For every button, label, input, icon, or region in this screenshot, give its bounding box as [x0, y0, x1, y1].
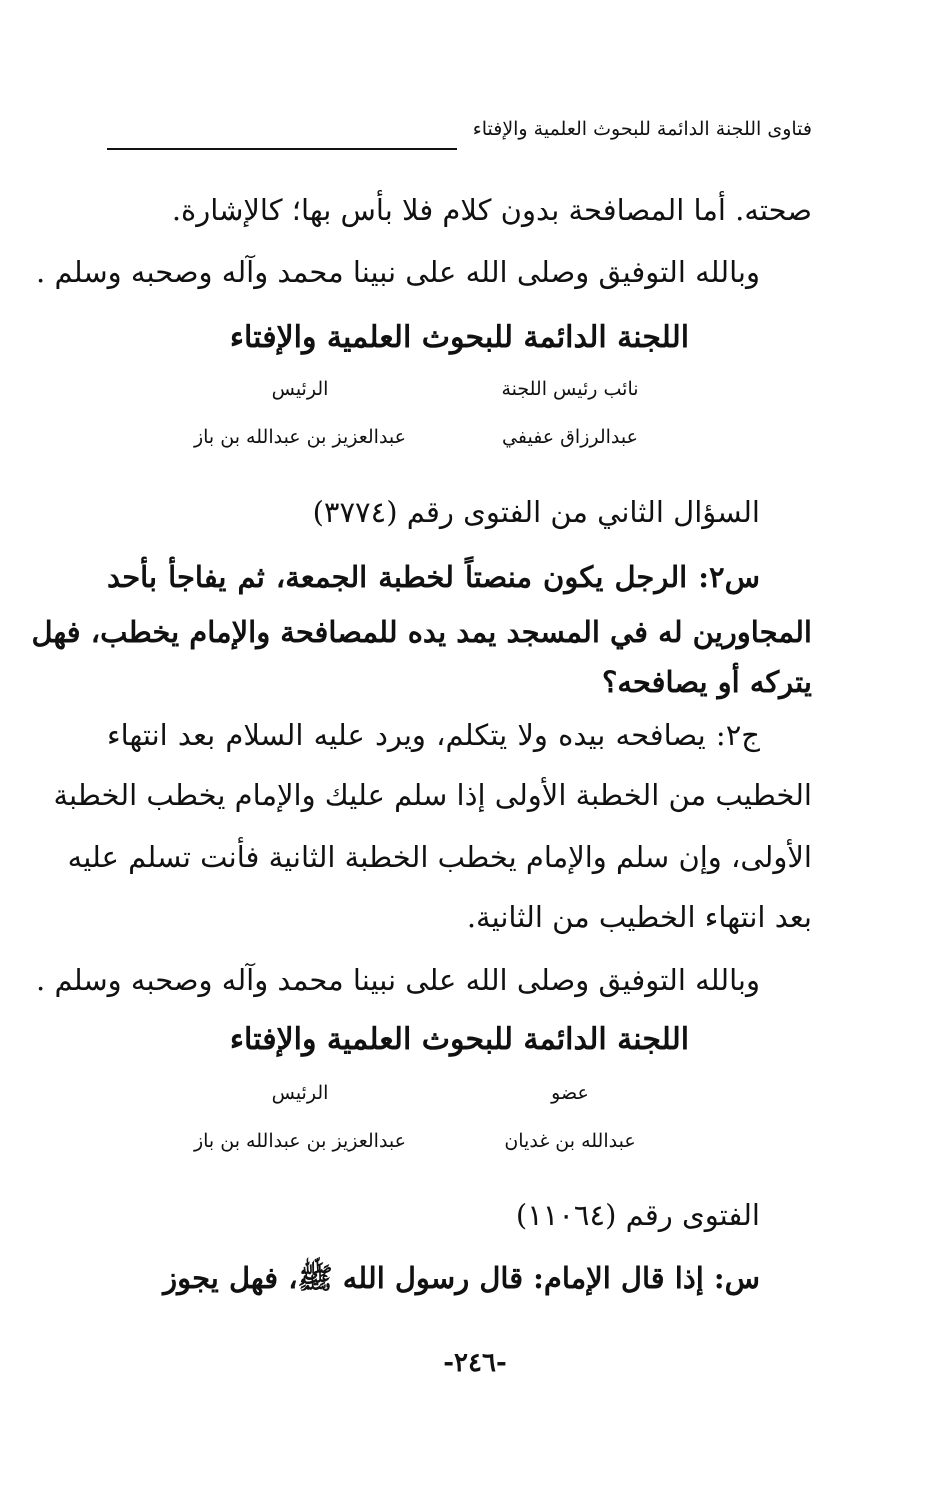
- fatwa-heading: السؤال الثاني من الفتوى رقم (٣٧٧٤): [312, 495, 760, 529]
- answer-line: الأولى، وإن سلم والإمام يخطب الخطبة الثانية فأنت تسلم عليه: [67, 840, 812, 874]
- running-header: [107, 118, 812, 152]
- signature-chairman: [180, 374, 420, 454]
- committee-title: اللجنة الدائمة للبحوث العلمية والإفتاء: [229, 1022, 690, 1057]
- signature-role: عضو: [551, 1082, 589, 1104]
- signature-name: عبدالعزيز بن عبدالله بن باز: [193, 426, 407, 448]
- signature-name: عبدالله بن غديان: [504, 1130, 636, 1152]
- signature-role: الرئيس: [271, 378, 329, 400]
- signature-vice-chairman: [450, 374, 690, 454]
- signature-role: الرئيس: [271, 1082, 329, 1104]
- signature-name: عبدالرزاق عفيفي: [502, 426, 638, 448]
- closing-line: وبالله التوفيق وصلى الله على نبينا محمد وآله وصحبه وسلم .: [36, 963, 760, 997]
- page-number: -٢٤٦-: [443, 1348, 507, 1378]
- question-line: س: إذا قال الإمام: قال رسول الله ﷺ، فهل يجوز: [163, 1261, 760, 1295]
- closing-line: وبالله التوفيق وصلى الله على نبينا محمد وآله وصحبه وسلم .: [36, 255, 760, 289]
- signature-name: عبدالعزيز بن عبدالله بن باز: [193, 1130, 407, 1152]
- header-rule: [107, 148, 457, 150]
- question-line: يتركه أو يصافحه؟: [601, 665, 812, 699]
- signature-role: نائب رئيس اللجنة: [501, 378, 639, 400]
- question-line: المجاورين له في المسجد يمد يده للمصافحة والإمام يخطب، فهل: [31, 615, 812, 649]
- committee-title: اللجنة الدائمة للبحوث العلمية والإفتاء: [229, 320, 690, 355]
- fatwa-heading: الفتوى رقم (١١٠٦٤): [515, 1198, 760, 1232]
- question-line: س٢: الرجل يكون منصتاً لخطبة الجمعة، ثم يفاجأ بأحد: [107, 560, 760, 594]
- answer-line: بعد انتهاء الخطيب من الثانية.: [466, 900, 812, 934]
- answer-line: ج٢: يصافحه بيده ولا يتكلم، ويرد عليه السلام بعد انتهاء: [107, 718, 760, 752]
- signature-member: [450, 1078, 690, 1158]
- header-title: فتاوى اللجنة الدائمة للبحوث العلمية والإفتاء: [472, 118, 812, 140]
- answer-line: الخطيب من الخطبة الأولى إذا سلم عليك والإمام يخطب الخطبة: [53, 778, 812, 812]
- signature-chairman: [180, 1078, 420, 1158]
- top-paragraph-line: صحته. أما المصافحة بدون كلام فلا بأس بها؛ كالإشارة.: [171, 193, 812, 227]
